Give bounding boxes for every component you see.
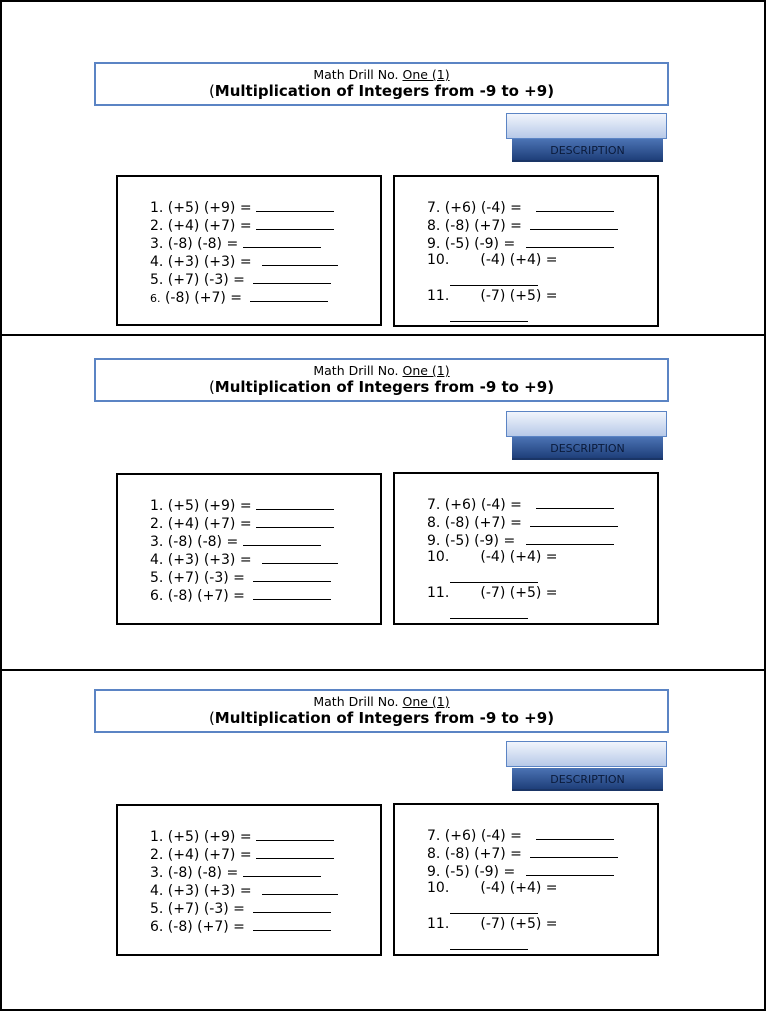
- question-label: 10. (-4) (+4) =: [427, 880, 562, 896]
- question-10: [427, 880, 562, 897]
- answer-blank[interactable]: [262, 252, 338, 266]
- question-1: [150, 198, 334, 217]
- question-9: [427, 531, 614, 550]
- questions-box-right: [393, 472, 659, 625]
- answer-blank[interactable]: [450, 936, 528, 950]
- drill-section-1: [0, 0, 766, 336]
- question-10: [427, 252, 562, 269]
- question-number: 6.: [150, 919, 164, 935]
- answer-blank[interactable]: [526, 862, 614, 876]
- drill-subtitle: [96, 82, 667, 100]
- answer-blank[interactable]: [243, 234, 321, 248]
- questions-box-left: [116, 804, 382, 956]
- question-9: [427, 862, 614, 881]
- question-label: 8. (-8) (+7) =: [427, 515, 527, 531]
- question-label: 7. (+6) (-4) =: [427, 200, 527, 216]
- answer-blank[interactable]: [250, 288, 328, 302]
- drill-title: [96, 695, 667, 709]
- answer-blank[interactable]: [536, 198, 614, 212]
- question-2: [150, 216, 334, 235]
- answer-blank[interactable]: [530, 216, 618, 230]
- questions-box-right: [393, 175, 659, 327]
- question-label: 7. (+6) (-4) =: [427, 497, 527, 513]
- question-11: [427, 916, 562, 933]
- question-label: 4. (+3) (+3) =: [150, 552, 257, 568]
- drill-number: One (1): [402, 67, 450, 82]
- description-button[interactable]: DESCRIPTION: [512, 437, 663, 460]
- question-label: 1. (+5) (+9) =: [150, 829, 257, 845]
- question-label: 1. (+5) (+9) =: [150, 498, 257, 514]
- title-box: [94, 689, 669, 733]
- drill-section-3: [0, 669, 766, 1011]
- subtitle-text: Multiplication of Integers from -9 to +9): [214, 709, 555, 727]
- title-prefix: Math Drill No.: [313, 67, 403, 82]
- answer-blank[interactable]: [536, 495, 614, 509]
- answer-blank[interactable]: [450, 900, 538, 914]
- question-label: 2. (+4) (+7) =: [150, 516, 257, 532]
- answer-blank[interactable]: [253, 917, 331, 931]
- drill-number: One (1): [402, 363, 450, 378]
- answer-blank[interactable]: [243, 532, 321, 546]
- question-8: [427, 216, 618, 235]
- drill-title: [96, 68, 667, 82]
- title-box: [94, 358, 669, 402]
- question-7: [427, 495, 614, 514]
- drill-number: One (1): [402, 694, 450, 709]
- question-2: [150, 845, 334, 864]
- question-11: [427, 288, 562, 305]
- description-header-bar: [506, 411, 667, 437]
- question-label: 1. (+5) (+9) =: [150, 200, 257, 216]
- question-5: [150, 568, 331, 587]
- question-10: [427, 549, 562, 566]
- question-label: 3. (-8) (-8) =: [150, 534, 243, 550]
- answer-blank[interactable]: [256, 827, 334, 841]
- question-label: 4. (+3) (+3) =: [150, 254, 257, 270]
- question-label: 7. (+6) (-4) =: [427, 828, 527, 844]
- answer-blank[interactable]: [262, 550, 338, 564]
- question-4: [150, 550, 338, 569]
- answer-blank[interactable]: [450, 308, 528, 322]
- question-label: (-8) (+7) =: [163, 588, 250, 604]
- question-3: [150, 234, 321, 253]
- answer-blank[interactable]: [243, 863, 321, 877]
- description-button[interactable]: DESCRIPTION: [512, 768, 663, 791]
- question-label: 8. (-8) (+7) =: [427, 218, 527, 234]
- description-header-bar: [506, 741, 667, 767]
- answer-blank[interactable]: [256, 514, 334, 528]
- question-4: [150, 252, 338, 271]
- drill-subtitle: [96, 709, 667, 727]
- questions-box-left: [116, 175, 382, 326]
- answer-blank[interactable]: [253, 899, 331, 913]
- subtitle-text: Multiplication of Integers from -9 to +9): [214, 378, 555, 396]
- question-label: 5. (+7) (-3) =: [150, 901, 250, 917]
- question-3: [150, 532, 321, 551]
- description-header-bar: [506, 113, 667, 139]
- question-5: [150, 270, 331, 289]
- question-label: 5. (+7) (-3) =: [150, 570, 250, 586]
- question-8: [427, 513, 618, 532]
- title-prefix: Math Drill No.: [313, 694, 403, 709]
- question-9: [427, 234, 614, 253]
- subtitle-paren: (: [208, 378, 215, 396]
- question-number: 6.: [150, 292, 161, 305]
- question-label: 11. (-7) (+5) =: [427, 585, 562, 601]
- question-label: 9. (-5) (-9) =: [427, 533, 520, 549]
- question-6: [150, 917, 331, 936]
- question-6: [150, 586, 331, 605]
- answer-blank[interactable]: [253, 270, 331, 284]
- question-1: [150, 496, 334, 515]
- answer-blank[interactable]: [256, 496, 334, 510]
- answer-blank[interactable]: [253, 586, 331, 600]
- answer-blank[interactable]: [526, 531, 614, 545]
- question-label: 2. (+4) (+7) =: [150, 847, 257, 863]
- question-label: (-8) (+7) =: [163, 919, 250, 935]
- answer-blank[interactable]: [526, 234, 614, 248]
- answer-blank[interactable]: [253, 568, 331, 582]
- question-label: 9. (-5) (-9) =: [427, 236, 520, 252]
- questions-box-right: [393, 803, 659, 956]
- question-label: (-8) (+7) =: [160, 290, 247, 306]
- drill-subtitle: [96, 378, 667, 396]
- description-button[interactable]: DESCRIPTION: [512, 139, 663, 162]
- question-5: [150, 899, 331, 918]
- title-box: [94, 62, 669, 106]
- answer-blank[interactable]: [256, 198, 334, 212]
- answer-blank[interactable]: [262, 881, 338, 895]
- question-label: 8. (-8) (+7) =: [427, 846, 527, 862]
- question-label: 10. (-4) (+4) =: [427, 549, 562, 565]
- question-1: [150, 827, 334, 846]
- question-7: [427, 198, 614, 217]
- answer-blank[interactable]: [256, 216, 334, 230]
- title-prefix: Math Drill No.: [313, 363, 403, 378]
- question-label: 9. (-5) (-9) =: [427, 864, 520, 880]
- question-7: [427, 826, 614, 845]
- question-label: 2. (+4) (+7) =: [150, 218, 257, 234]
- questions-box-left: [116, 473, 382, 625]
- answer-blank[interactable]: [450, 605, 528, 619]
- subtitle-paren: (: [208, 709, 215, 727]
- question-11: [427, 585, 562, 602]
- drill-section-2: [0, 334, 766, 671]
- question-label: 11. (-7) (+5) =: [427, 288, 562, 304]
- question-6: [150, 288, 328, 307]
- answer-blank[interactable]: [536, 826, 614, 840]
- answer-blank[interactable]: [530, 844, 618, 858]
- question-label: 3. (-8) (-8) =: [150, 236, 243, 252]
- question-2: [150, 514, 334, 533]
- question-4: [150, 881, 338, 900]
- question-label: 4. (+3) (+3) =: [150, 883, 257, 899]
- question-8: [427, 844, 618, 863]
- drill-title: [96, 364, 667, 378]
- answer-blank[interactable]: [530, 513, 618, 527]
- question-label: 11. (-7) (+5) =: [427, 916, 562, 932]
- subtitle-text: Multiplication of Integers from -9 to +9): [214, 82, 555, 100]
- question-number: 6.: [150, 588, 164, 604]
- question-label: 10. (-4) (+4) =: [427, 252, 562, 268]
- answer-blank[interactable]: [450, 272, 538, 286]
- question-label: 5. (+7) (-3) =: [150, 272, 250, 288]
- question-label: 3. (-8) (-8) =: [150, 865, 243, 881]
- answer-blank[interactable]: [450, 569, 538, 583]
- question-3: [150, 863, 321, 882]
- subtitle-paren: (: [208, 82, 215, 100]
- answer-blank[interactable]: [256, 845, 334, 859]
